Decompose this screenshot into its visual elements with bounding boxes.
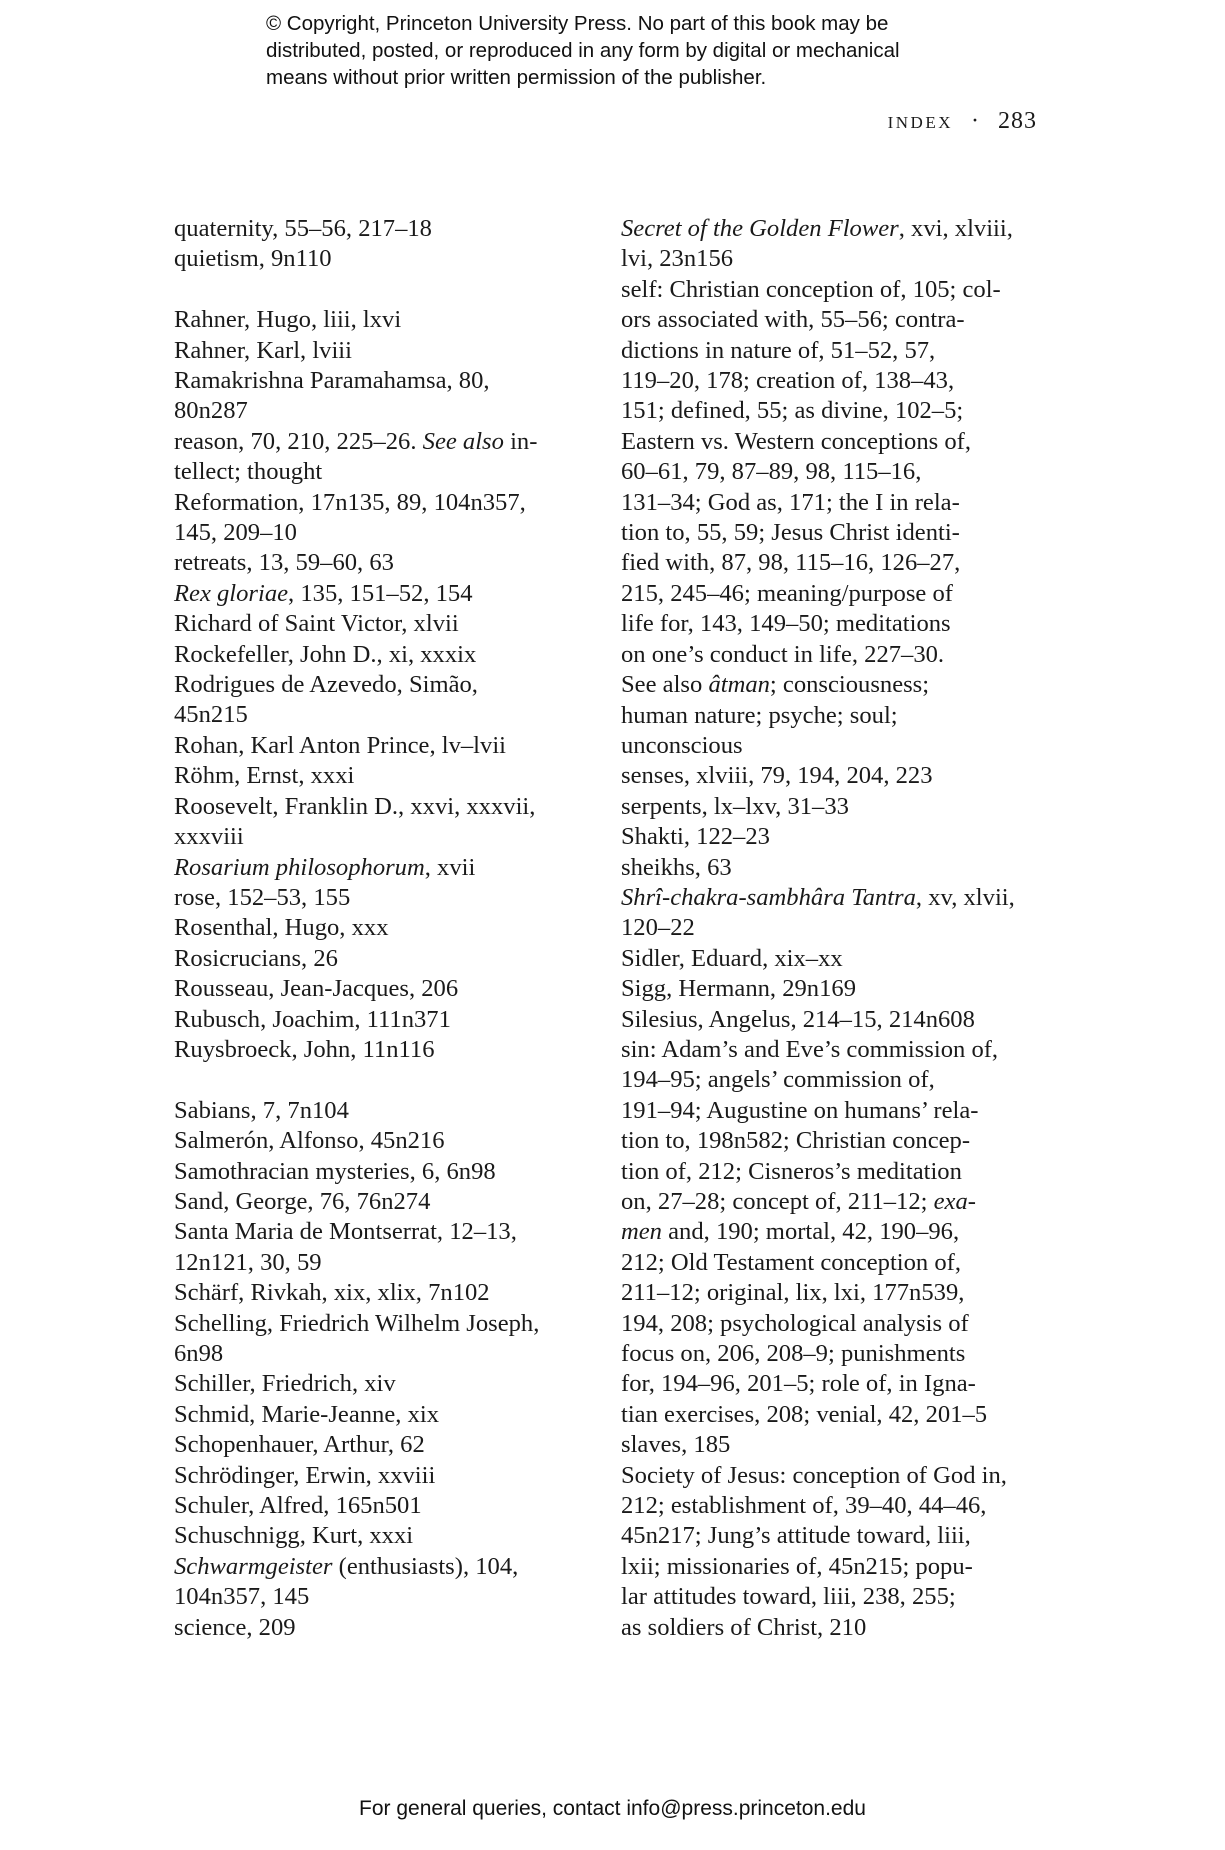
index-entry-line: retreats, 13, 59–60, 63	[174, 549, 394, 577]
index-entry-line: Rex gloriae, 135, 151–52, 154	[174, 579, 473, 607]
index-entry	[174, 1430, 614, 1460]
index-entry-line: 191–94; Augustine on humans’ rela-	[621, 1096, 979, 1124]
index-entry-line: Schuler, Alfred, 165n501	[174, 1492, 422, 1520]
index-entry-line: Roosevelt, Franklin D., xxvi, xxxvii,	[174, 792, 536, 820]
index-entry-line: on, 27–28; concept of, 211–12; exa-	[621, 1188, 976, 1215]
index-entry-line: 151; defined, 55; as divine, 102–5;	[621, 397, 964, 425]
index-entry-line: reason, 70, 210, 225–26. See also in-	[174, 427, 538, 455]
index-entry-line: 215, 245–46; meaning/purpose of	[621, 579, 953, 607]
index-entry-line: Schuschnigg, Kurt, xxxi	[174, 1522, 414, 1550]
index-entry	[174, 1309, 614, 1370]
index-entry-line: senses, xlviii, 79, 194, 204, 223	[621, 762, 933, 790]
index-entry	[174, 427, 614, 488]
index-entry-line: Rahner, Hugo, liii, lxvi	[174, 306, 402, 334]
index-entry-line: Schiller, Friedrich, xiv	[174, 1370, 396, 1398]
page-number: 283	[998, 108, 1037, 134]
index-entry-line: fied with, 87, 98, 115–16, 126–27,	[621, 549, 961, 577]
index-entry-line: Schopenhauer, Arthur, 62	[174, 1431, 425, 1459]
index-entry-line: as soldiers of Christ, 210	[621, 1613, 867, 1641]
index-entry-line: Rosarium philosophorum, xvii	[174, 853, 476, 881]
index-entry-line: serpents, lx–lxv, 31–33	[621, 792, 849, 820]
index-entry-line: Rubusch, Joachim, 111n371	[174, 1005, 451, 1033]
index-entry-line: tion to, 55, 59; Jesus Christ identi-	[621, 519, 960, 547]
index-entry	[174, 853, 614, 883]
index-entry	[174, 1035, 614, 1065]
index-entry-line: tion to, 198n582; Christian concep-	[621, 1127, 971, 1155]
index-entry-line: Richard of Saint Victor, xlvii	[174, 610, 459, 638]
index-entry-line: Sigg, Hermann, 29n169	[621, 975, 856, 1003]
index-entry-line: Shrî-chakra-sambhâra Tantra, xv, xlvii,	[621, 883, 1015, 911]
index-entry	[174, 1552, 614, 1613]
index-entry	[174, 1521, 614, 1551]
index-entry	[174, 214, 614, 244]
index-entry	[174, 336, 614, 366]
index-entry	[174, 244, 614, 274]
copyright-line: means without prior written permission of the publisher.	[266, 66, 767, 89]
index-entry	[174, 883, 614, 913]
index-entry-line: Schrödinger, Erwin, xxviii	[174, 1461, 436, 1489]
copyright-line: distributed, posted, or reproduced in any form by digital or mechanical	[266, 39, 900, 62]
index-column-right	[621, 214, 1061, 1643]
index-entry-line: See also âtman; consciousness;	[621, 671, 930, 699]
index-entry-line: Sabians, 7, 7n104	[174, 1096, 349, 1124]
index-entry-line: lvi, 23n156	[621, 245, 734, 273]
index-entry-line: Schwarmgeister (enthusiasts), 104,	[174, 1552, 519, 1580]
index-entry	[174, 1491, 614, 1521]
index-entry	[174, 305, 614, 335]
index-entry-line: 194, 208; psychological analysis of	[621, 1309, 969, 1337]
index-entry-line: Eastern vs. Western conceptions of,	[621, 427, 971, 455]
index-entry	[174, 1613, 614, 1643]
index-entry-line: Reformation, 17n135, 89, 104n357,	[174, 488, 526, 516]
index-entry	[621, 214, 1061, 275]
index-entry-line: 212; establishment of, 39–40, 44–46,	[621, 1492, 987, 1520]
copyright-line: © Copyright, Princeton University Press. No part of this book may be	[266, 12, 889, 35]
index-entry	[174, 366, 614, 427]
index-entry-line: Rosicrucians, 26	[174, 944, 338, 972]
index-entry	[174, 548, 614, 578]
index-entry	[174, 1461, 614, 1491]
index-entry	[621, 974, 1061, 1004]
index-entry-line: Sidler, Eduard, xix–xx	[621, 944, 843, 972]
index-entry-line: sheikhs, 63	[621, 853, 732, 881]
index-entry	[174, 1096, 614, 1126]
index-entry-line: ors associated with, 55–56; contra-	[621, 306, 965, 334]
index-entry-line: Rohan, Karl Anton Prince, lv–lvii	[174, 731, 506, 759]
index-entry	[621, 1035, 1061, 1430]
index-entry	[174, 761, 614, 791]
index-entry	[174, 944, 614, 974]
index-entry-line: Sand, George, 76, 76n274	[174, 1187, 431, 1215]
index-entry-line: sin: Adam’s and Eve’s commission of,	[621, 1035, 999, 1063]
index-entry-line: slaves, 185	[621, 1431, 731, 1459]
index-entry-line: lxii; missionaries of, 45n215; popu-	[621, 1552, 973, 1580]
index-entry-line: 45n215	[174, 701, 248, 729]
index-entry-line: Samothracian mysteries, 6, 6n98	[174, 1157, 496, 1185]
index-entry	[174, 640, 614, 670]
index-entry-line: Society of Jesus: conception of God in,	[621, 1461, 1007, 1489]
index-entry	[174, 1400, 614, 1430]
index-entry-line: dictions in nature of, 51–52, 57,	[621, 336, 936, 364]
index-entry-line: 45n217; Jung’s attitude toward, liii,	[621, 1522, 971, 1550]
index-entry-line: Rousseau, Jean-Jacques, 206	[174, 975, 459, 1003]
index-entry	[621, 1430, 1061, 1460]
index-entry-line: Rodrigues de Azevedo, Simão,	[174, 671, 478, 699]
index-entry-line: 104n357, 145	[174, 1583, 310, 1611]
index-entry	[174, 1278, 614, 1308]
index-entry	[174, 974, 614, 1004]
index-entry-line: tellect; thought	[174, 458, 323, 486]
index-entry-line: men and, 190; mortal, 42, 190–96,	[621, 1218, 960, 1246]
index-entry-line: 119–20, 178; creation of, 138–43,	[621, 367, 955, 395]
index-entry	[174, 1157, 614, 1187]
index-entry	[621, 275, 1061, 762]
index-entry-line: Rahner, Karl, lviii	[174, 336, 352, 364]
index-entry-line: Rosenthal, Hugo, xxx	[174, 914, 389, 942]
index-entry-line: Röhm, Ernst, xxxi	[174, 762, 355, 790]
index-entry-line: Shakti, 122–23	[621, 823, 770, 851]
index-entry-line: Ruysbroeck, John, 11n116	[174, 1035, 435, 1063]
index-entry-line: 80n287	[174, 397, 248, 425]
index-entry	[621, 822, 1061, 852]
index-entry-line: 211–12; original, lix, lxi, 177n539,	[621, 1279, 965, 1307]
letter-group-gap	[174, 1065, 614, 1095]
index-entry	[621, 1461, 1061, 1643]
index-entry-line: for, 194–96, 201–5; role of, in Igna-	[621, 1370, 976, 1398]
index-entry-line: focus on, 206, 208–9; punishments	[621, 1340, 966, 1368]
index-entry-line: Schelling, Friedrich Wilhelm Joseph,	[174, 1309, 540, 1337]
running-head-label: index	[887, 108, 953, 134]
index-entry	[174, 488, 614, 549]
index-entry-line: 131–34; God as, 171; the I in rela-	[621, 488, 960, 516]
index-entry-line: xxxviii	[174, 823, 244, 851]
letter-group-gap	[174, 275, 614, 305]
index-entry-line: human nature; psyche; soul;	[621, 701, 898, 729]
index-entry-line: tion of, 212; Cisneros’s meditation	[621, 1157, 962, 1185]
index-entry	[174, 792, 614, 853]
index-entry-line: Schärf, Rivkah, xix, xlix, 7n102	[174, 1279, 490, 1307]
index-entry	[621, 883, 1061, 944]
index-entry-line: life for, 143, 149–50; meditations	[621, 610, 951, 638]
index-entry-line: quietism, 9n110	[174, 245, 332, 273]
index-entry-line: self: Christian conception of, 105; col-	[621, 275, 1001, 303]
footer-contact: For general queries, contact info@press.princeton.edu	[359, 1797, 866, 1820]
index-entry	[621, 761, 1061, 791]
index-entry	[174, 1369, 614, 1399]
index-entry	[621, 853, 1061, 883]
index-entry-line: Secret of the Golden Flower, xvi, xlviii,	[621, 215, 1013, 242]
index-entry-line: 6n98	[174, 1340, 224, 1367]
running-head	[888, 108, 1037, 135]
index-entry	[174, 579, 614, 609]
index-entry-line: Ramakrishna Paramahamsa, 80,	[174, 367, 490, 395]
index-entry-line: 194–95; angels’ commission of,	[621, 1066, 935, 1094]
copyright-notice	[266, 10, 1066, 91]
running-head-separator: ·	[971, 108, 980, 134]
index-entry-line: tian exercises, 208; venial, 42, 201–5	[621, 1400, 988, 1428]
index-entry	[174, 670, 614, 731]
index-entry	[174, 1187, 614, 1217]
index-entry	[174, 1126, 614, 1156]
index-entry-line: unconscious	[621, 731, 743, 759]
index-entry	[621, 1005, 1061, 1035]
index-entry	[174, 731, 614, 761]
index-entry-line: on one’s conduct in life, 227–30.	[621, 640, 945, 668]
index-entry-line: 120–22	[621, 914, 695, 942]
index-entry-line: 212; Old Testament conception of,	[621, 1248, 962, 1276]
index-entry	[621, 944, 1061, 974]
index-entry-line: science, 209	[174, 1613, 296, 1641]
index-column-left	[174, 214, 614, 1643]
index-entry-line: Santa Maria de Montserrat, 12–13,	[174, 1218, 517, 1246]
index-entry	[174, 609, 614, 639]
index-entry	[174, 1005, 614, 1035]
index-entry	[174, 913, 614, 943]
index-entry-line: rose, 152–53, 155	[174, 883, 351, 911]
index-entry-line: lar attitudes toward, liii, 238, 255;	[621, 1583, 956, 1611]
index-entry-line: 12n121, 30, 59	[174, 1248, 322, 1276]
index-entry-line: Silesius, Angelus, 214–15, 214n608	[621, 1005, 975, 1033]
index-entry-line: 60–61, 79, 87–89, 98, 115–16,	[621, 458, 922, 486]
index-entry-line: quaternity, 55–56, 217–18	[174, 215, 432, 242]
index-entry	[174, 1217, 614, 1278]
index-entry-line: 145, 209–10	[174, 519, 297, 547]
index-entry-line: Salmerón, Alfonso, 45n216	[174, 1127, 445, 1155]
index-entry-line: Schmid, Marie-Jeanne, xix	[174, 1400, 439, 1428]
index-entry	[621, 792, 1061, 822]
index-entry-line: Rockefeller, John D., xi, xxxix	[174, 640, 477, 668]
